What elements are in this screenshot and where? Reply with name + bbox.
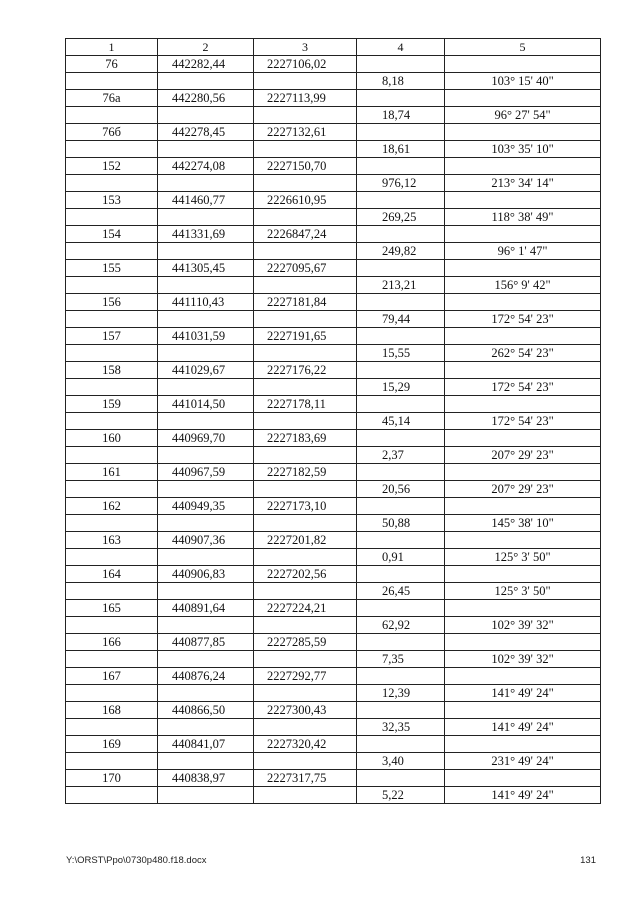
x-coordinate-cell: 441331,69 bbox=[158, 226, 254, 243]
segment-row bbox=[66, 141, 601, 158]
direction-angle-cell: 125° 3' 50" bbox=[445, 549, 601, 566]
empty-cell bbox=[158, 583, 254, 600]
empty-cell bbox=[445, 56, 601, 73]
segment-row bbox=[66, 719, 601, 736]
empty-cell bbox=[445, 498, 601, 515]
empty-cell bbox=[445, 770, 601, 787]
empty-cell bbox=[66, 617, 158, 634]
point-row bbox=[66, 158, 601, 175]
empty-cell bbox=[445, 736, 601, 753]
empty-cell bbox=[66, 107, 158, 124]
empty-cell bbox=[445, 192, 601, 209]
empty-cell bbox=[254, 549, 357, 566]
point-number-cell: 168 bbox=[66, 702, 158, 719]
empty-cell bbox=[254, 515, 357, 532]
distance-cell: 8,18 bbox=[357, 73, 445, 90]
distance-cell: 26,45 bbox=[357, 583, 445, 600]
direction-angle-cell: 156° 9' 42" bbox=[445, 277, 601, 294]
direction-angle-cell: 102° 39' 32" bbox=[445, 651, 601, 668]
y-coordinate-cell: 2227106,02 bbox=[254, 56, 357, 73]
y-coordinate-cell: 2227292,77 bbox=[254, 668, 357, 685]
empty-cell bbox=[158, 549, 254, 566]
x-coordinate-cell: 440949,35 bbox=[158, 498, 254, 515]
header-row bbox=[66, 39, 601, 56]
x-coordinate-cell: 442278,45 bbox=[158, 124, 254, 141]
distance-cell: 2,37 bbox=[357, 447, 445, 464]
empty-cell bbox=[158, 685, 254, 702]
empty-cell bbox=[158, 719, 254, 736]
empty-cell bbox=[66, 141, 158, 158]
empty-cell bbox=[445, 600, 601, 617]
empty-cell bbox=[158, 787, 254, 804]
empty-cell bbox=[445, 634, 601, 651]
point-number-cell: 165 bbox=[66, 600, 158, 617]
empty-cell bbox=[357, 668, 445, 685]
x-coordinate-cell: 442282,44 bbox=[158, 56, 254, 73]
segment-row bbox=[66, 311, 601, 328]
direction-angle-cell: 103° 15' 40" bbox=[445, 73, 601, 90]
segment-row bbox=[66, 651, 601, 668]
distance-cell: 50,88 bbox=[357, 515, 445, 532]
x-coordinate-cell: 440969,70 bbox=[158, 430, 254, 447]
point-row bbox=[66, 736, 601, 753]
segment-row bbox=[66, 209, 601, 226]
footer-page-number: 131 bbox=[580, 855, 596, 866]
x-coordinate-cell: 440891,64 bbox=[158, 600, 254, 617]
distance-cell: 3,40 bbox=[357, 753, 445, 770]
y-coordinate-cell: 2227317,75 bbox=[254, 770, 357, 787]
direction-angle-cell: 262° 54' 23" bbox=[445, 345, 601, 362]
empty-cell bbox=[357, 90, 445, 107]
point-number-cell: 170 bbox=[66, 770, 158, 787]
empty-cell bbox=[158, 651, 254, 668]
direction-angle-cell: 118° 38' 49" bbox=[445, 209, 601, 226]
segment-row bbox=[66, 345, 601, 362]
direction-angle-cell: 141° 49' 24" bbox=[445, 685, 601, 702]
empty-cell bbox=[254, 447, 357, 464]
point-row bbox=[66, 90, 601, 107]
column-header: 3 bbox=[254, 39, 357, 56]
y-coordinate-cell: 2227300,43 bbox=[254, 702, 357, 719]
point-number-cell: 161 bbox=[66, 464, 158, 481]
empty-cell bbox=[357, 464, 445, 481]
x-coordinate-cell: 442280,56 bbox=[158, 90, 254, 107]
point-number-cell: 162 bbox=[66, 498, 158, 515]
point-row bbox=[66, 260, 601, 277]
empty-cell bbox=[158, 753, 254, 770]
empty-cell bbox=[66, 379, 158, 396]
direction-angle-cell: 141° 49' 24" bbox=[445, 719, 601, 736]
empty-cell bbox=[445, 702, 601, 719]
point-row bbox=[66, 192, 601, 209]
empty-cell bbox=[445, 566, 601, 583]
point-number-cell: 160 bbox=[66, 430, 158, 447]
empty-cell bbox=[445, 328, 601, 345]
empty-cell bbox=[158, 379, 254, 396]
distance-cell: 213,21 bbox=[357, 277, 445, 294]
point-row bbox=[66, 328, 601, 345]
empty-cell bbox=[357, 362, 445, 379]
empty-cell bbox=[445, 158, 601, 175]
distance-cell: 18,61 bbox=[357, 141, 445, 158]
empty-cell bbox=[445, 464, 601, 481]
empty-cell bbox=[357, 600, 445, 617]
empty-cell bbox=[357, 736, 445, 753]
distance-cell: 269,25 bbox=[357, 209, 445, 226]
segment-row bbox=[66, 243, 601, 260]
empty-cell bbox=[66, 515, 158, 532]
point-row bbox=[66, 770, 601, 787]
distance-cell: 18,74 bbox=[357, 107, 445, 124]
empty-cell bbox=[357, 192, 445, 209]
direction-angle-cell: 125° 3' 50" bbox=[445, 583, 601, 600]
direction-angle-cell: 207° 29' 23" bbox=[445, 447, 601, 464]
point-row bbox=[66, 464, 601, 481]
empty-cell bbox=[445, 124, 601, 141]
empty-cell bbox=[254, 481, 357, 498]
y-coordinate-cell: 2227183,69 bbox=[254, 430, 357, 447]
empty-cell bbox=[254, 345, 357, 362]
y-coordinate-cell: 2227132,61 bbox=[254, 124, 357, 141]
x-coordinate-cell: 441031,59 bbox=[158, 328, 254, 345]
column-header: 2 bbox=[158, 39, 254, 56]
point-number-cell: 163 bbox=[66, 532, 158, 549]
empty-cell bbox=[158, 515, 254, 532]
empty-cell bbox=[445, 362, 601, 379]
segment-row bbox=[66, 379, 601, 396]
distance-cell: 15,29 bbox=[357, 379, 445, 396]
empty-cell bbox=[254, 73, 357, 90]
column-header: 1 bbox=[66, 39, 158, 56]
point-number-cell: 169 bbox=[66, 736, 158, 753]
empty-cell bbox=[66, 787, 158, 804]
distance-cell: 62,92 bbox=[357, 617, 445, 634]
distance-cell: 79,44 bbox=[357, 311, 445, 328]
empty-cell bbox=[357, 226, 445, 243]
coordinates-table bbox=[65, 38, 601, 804]
empty-cell bbox=[254, 277, 357, 294]
empty-cell bbox=[254, 651, 357, 668]
y-coordinate-cell: 2227201,82 bbox=[254, 532, 357, 549]
y-coordinate-cell: 2227176,22 bbox=[254, 362, 357, 379]
point-row bbox=[66, 56, 601, 73]
empty-cell bbox=[158, 413, 254, 430]
distance-cell: 249,82 bbox=[357, 243, 445, 260]
point-row bbox=[66, 566, 601, 583]
point-row bbox=[66, 600, 601, 617]
y-coordinate-cell: 2227202,56 bbox=[254, 566, 357, 583]
empty-cell bbox=[445, 396, 601, 413]
empty-cell bbox=[445, 430, 601, 447]
x-coordinate-cell: 440841,07 bbox=[158, 736, 254, 753]
point-row bbox=[66, 668, 601, 685]
segment-row bbox=[66, 413, 601, 430]
y-coordinate-cell: 2227113,99 bbox=[254, 90, 357, 107]
empty-cell bbox=[66, 311, 158, 328]
empty-cell bbox=[66, 583, 158, 600]
empty-cell bbox=[254, 243, 357, 260]
distance-cell: 976,12 bbox=[357, 175, 445, 192]
direction-angle-cell: 207° 29' 23" bbox=[445, 481, 601, 498]
empty-cell bbox=[445, 260, 601, 277]
segment-row bbox=[66, 107, 601, 124]
direction-angle-cell: 96° 1' 47" bbox=[445, 243, 601, 260]
empty-cell bbox=[357, 56, 445, 73]
point-number-cell: 76 bbox=[66, 56, 158, 73]
empty-cell bbox=[158, 617, 254, 634]
x-coordinate-cell: 442274,08 bbox=[158, 158, 254, 175]
empty-cell bbox=[357, 430, 445, 447]
empty-cell bbox=[158, 311, 254, 328]
empty-cell bbox=[254, 787, 357, 804]
column-header: 5 bbox=[445, 39, 601, 56]
x-coordinate-cell: 441460,77 bbox=[158, 192, 254, 209]
x-coordinate-cell: 440967,59 bbox=[158, 464, 254, 481]
empty-cell bbox=[445, 226, 601, 243]
empty-cell bbox=[445, 668, 601, 685]
distance-cell: 0,91 bbox=[357, 549, 445, 566]
empty-cell bbox=[254, 719, 357, 736]
empty-cell bbox=[445, 294, 601, 311]
empty-cell bbox=[158, 277, 254, 294]
y-coordinate-cell: 2227191,65 bbox=[254, 328, 357, 345]
x-coordinate-cell: 441029,67 bbox=[158, 362, 254, 379]
distance-cell: 5,22 bbox=[357, 787, 445, 804]
empty-cell bbox=[254, 413, 357, 430]
point-row bbox=[66, 498, 601, 515]
empty-cell bbox=[357, 124, 445, 141]
empty-cell bbox=[445, 90, 601, 107]
y-coordinate-cell: 2227224,21 bbox=[254, 600, 357, 617]
point-number-cell: 158 bbox=[66, 362, 158, 379]
point-number-cell: 152 bbox=[66, 158, 158, 175]
empty-cell bbox=[254, 685, 357, 702]
point-number-cell: 167 bbox=[66, 668, 158, 685]
segment-row bbox=[66, 549, 601, 566]
x-coordinate-cell: 440876,24 bbox=[158, 668, 254, 685]
empty-cell bbox=[357, 396, 445, 413]
point-row bbox=[66, 430, 601, 447]
direction-angle-cell: 213° 34' 14" bbox=[445, 175, 601, 192]
point-row bbox=[66, 634, 601, 651]
x-coordinate-cell: 441014,50 bbox=[158, 396, 254, 413]
y-coordinate-cell: 2227178,11 bbox=[254, 396, 357, 413]
y-coordinate-cell: 2226847,24 bbox=[254, 226, 357, 243]
empty-cell bbox=[357, 532, 445, 549]
table-body bbox=[66, 39, 601, 804]
point-number-cell: 166 bbox=[66, 634, 158, 651]
empty-cell bbox=[66, 447, 158, 464]
point-row bbox=[66, 532, 601, 549]
direction-angle-cell: 96° 27' 54" bbox=[445, 107, 601, 124]
empty-cell bbox=[254, 617, 357, 634]
empty-cell bbox=[66, 481, 158, 498]
empty-cell bbox=[66, 209, 158, 226]
empty-cell bbox=[357, 158, 445, 175]
segment-row bbox=[66, 617, 601, 634]
empty-cell bbox=[66, 345, 158, 362]
empty-cell bbox=[158, 73, 254, 90]
direction-angle-cell: 172° 54' 23" bbox=[445, 311, 601, 328]
empty-cell bbox=[357, 260, 445, 277]
distance-cell: 45,14 bbox=[357, 413, 445, 430]
distance-cell: 12,39 bbox=[357, 685, 445, 702]
empty-cell bbox=[357, 328, 445, 345]
direction-angle-cell: 141° 49' 24" bbox=[445, 787, 601, 804]
y-coordinate-cell: 2227173,10 bbox=[254, 498, 357, 515]
footer-file-path: Y:\ORST\Ppo\0730p480.f18.docx bbox=[66, 855, 207, 866]
direction-angle-cell: 145° 38' 10" bbox=[445, 515, 601, 532]
empty-cell bbox=[158, 447, 254, 464]
empty-cell bbox=[66, 549, 158, 566]
point-number-cell: 76б bbox=[66, 124, 158, 141]
empty-cell bbox=[158, 107, 254, 124]
column-header: 4 bbox=[357, 39, 445, 56]
x-coordinate-cell: 440838,97 bbox=[158, 770, 254, 787]
direction-angle-cell: 231° 49' 24" bbox=[445, 753, 601, 770]
direction-angle-cell: 172° 54' 23" bbox=[445, 379, 601, 396]
x-coordinate-cell: 441305,45 bbox=[158, 260, 254, 277]
point-number-cell: 157 bbox=[66, 328, 158, 345]
point-number-cell: 76а bbox=[66, 90, 158, 107]
x-coordinate-cell: 440907,36 bbox=[158, 532, 254, 549]
segment-row bbox=[66, 583, 601, 600]
empty-cell bbox=[66, 243, 158, 260]
empty-cell bbox=[254, 379, 357, 396]
empty-cell bbox=[254, 209, 357, 226]
y-coordinate-cell: 2227181,84 bbox=[254, 294, 357, 311]
point-row bbox=[66, 396, 601, 413]
point-number-cell: 156 bbox=[66, 294, 158, 311]
distance-cell: 7,35 bbox=[357, 651, 445, 668]
empty-cell bbox=[445, 532, 601, 549]
x-coordinate-cell: 440877,85 bbox=[158, 634, 254, 651]
point-row bbox=[66, 362, 601, 379]
empty-cell bbox=[66, 753, 158, 770]
distance-cell: 32,35 bbox=[357, 719, 445, 736]
segment-row bbox=[66, 277, 601, 294]
segment-row bbox=[66, 787, 601, 804]
empty-cell bbox=[158, 481, 254, 498]
empty-cell bbox=[158, 175, 254, 192]
segment-row bbox=[66, 515, 601, 532]
empty-cell bbox=[357, 770, 445, 787]
distance-cell: 20,56 bbox=[357, 481, 445, 498]
point-number-cell: 154 bbox=[66, 226, 158, 243]
empty-cell bbox=[66, 685, 158, 702]
x-coordinate-cell: 440866,50 bbox=[158, 702, 254, 719]
empty-cell bbox=[158, 141, 254, 158]
empty-cell bbox=[66, 651, 158, 668]
segment-row bbox=[66, 447, 601, 464]
empty-cell bbox=[158, 345, 254, 362]
segment-row bbox=[66, 73, 601, 90]
direction-angle-cell: 172° 54' 23" bbox=[445, 413, 601, 430]
empty-cell bbox=[66, 73, 158, 90]
point-row bbox=[66, 294, 601, 311]
point-number-cell: 153 bbox=[66, 192, 158, 209]
empty-cell bbox=[66, 277, 158, 294]
y-coordinate-cell: 2227095,67 bbox=[254, 260, 357, 277]
empty-cell bbox=[254, 141, 357, 158]
y-coordinate-cell: 2226610,95 bbox=[254, 192, 357, 209]
empty-cell bbox=[254, 753, 357, 770]
point-row bbox=[66, 124, 601, 141]
empty-cell bbox=[357, 566, 445, 583]
y-coordinate-cell: 2227150,70 bbox=[254, 158, 357, 175]
empty-cell bbox=[357, 498, 445, 515]
segment-row bbox=[66, 753, 601, 770]
empty-cell bbox=[158, 243, 254, 260]
segment-row bbox=[66, 175, 601, 192]
x-coordinate-cell: 440906,83 bbox=[158, 566, 254, 583]
empty-cell bbox=[66, 413, 158, 430]
empty-cell bbox=[357, 702, 445, 719]
point-number-cell: 159 bbox=[66, 396, 158, 413]
point-number-cell: 155 bbox=[66, 260, 158, 277]
point-number-cell: 164 bbox=[66, 566, 158, 583]
empty-cell bbox=[254, 107, 357, 124]
point-row bbox=[66, 226, 601, 243]
distance-cell: 15,55 bbox=[357, 345, 445, 362]
x-coordinate-cell: 441110,43 bbox=[158, 294, 254, 311]
empty-cell bbox=[66, 719, 158, 736]
empty-cell bbox=[254, 175, 357, 192]
segment-row bbox=[66, 481, 601, 498]
y-coordinate-cell: 2227320,42 bbox=[254, 736, 357, 753]
empty-cell bbox=[66, 175, 158, 192]
direction-angle-cell: 103° 35' 10" bbox=[445, 141, 601, 158]
empty-cell bbox=[357, 294, 445, 311]
empty-cell bbox=[254, 311, 357, 328]
empty-cell bbox=[357, 634, 445, 651]
y-coordinate-cell: 2227182,59 bbox=[254, 464, 357, 481]
segment-row bbox=[66, 685, 601, 702]
empty-cell bbox=[158, 209, 254, 226]
direction-angle-cell: 102° 39' 32" bbox=[445, 617, 601, 634]
y-coordinate-cell: 2227285,59 bbox=[254, 634, 357, 651]
empty-cell bbox=[254, 583, 357, 600]
point-row bbox=[66, 702, 601, 719]
